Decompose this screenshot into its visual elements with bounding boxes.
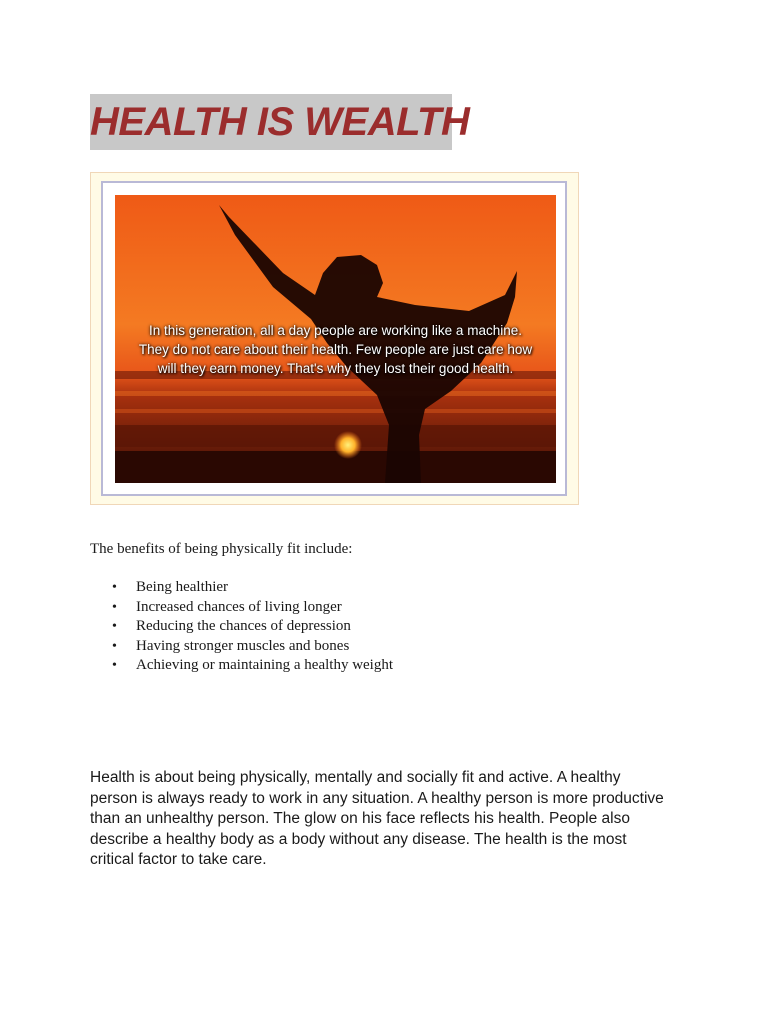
list-item: • Reducing the chances of depression	[90, 617, 393, 637]
image-caption: In this generation, all a day people are working like a machine. They do not care about their health. Few people are just care how will they earn money. That's why they lost their good health.	[138, 323, 533, 376]
sunset-yoga-image	[115, 195, 556, 483]
image-frame	[90, 172, 579, 505]
list-item: • Being healthier	[90, 578, 393, 598]
title-highlight	[90, 94, 470, 150]
list-item: • Achieving or maintaining a healthy weight	[90, 656, 393, 676]
list-item: • Having stronger muscles and bones	[90, 637, 393, 657]
list-item: • Increased chances of living longer	[90, 598, 393, 618]
health-paragraph: Health is about being physically, mentally and socially fit and active. A healthy person is always ready to work in any situation. A healthy person is more productive than an unhealthy person. The glow on his face reflects his health. People also describe a healthy body as a body without any disease. The health is the most critical factor to take care.	[90, 769, 664, 868]
benefits-list	[90, 578, 393, 676]
page-title: HEALTH IS WEALTH	[90, 100, 470, 144]
benefits-intro: The benefits of being physically fit include:	[90, 541, 353, 557]
